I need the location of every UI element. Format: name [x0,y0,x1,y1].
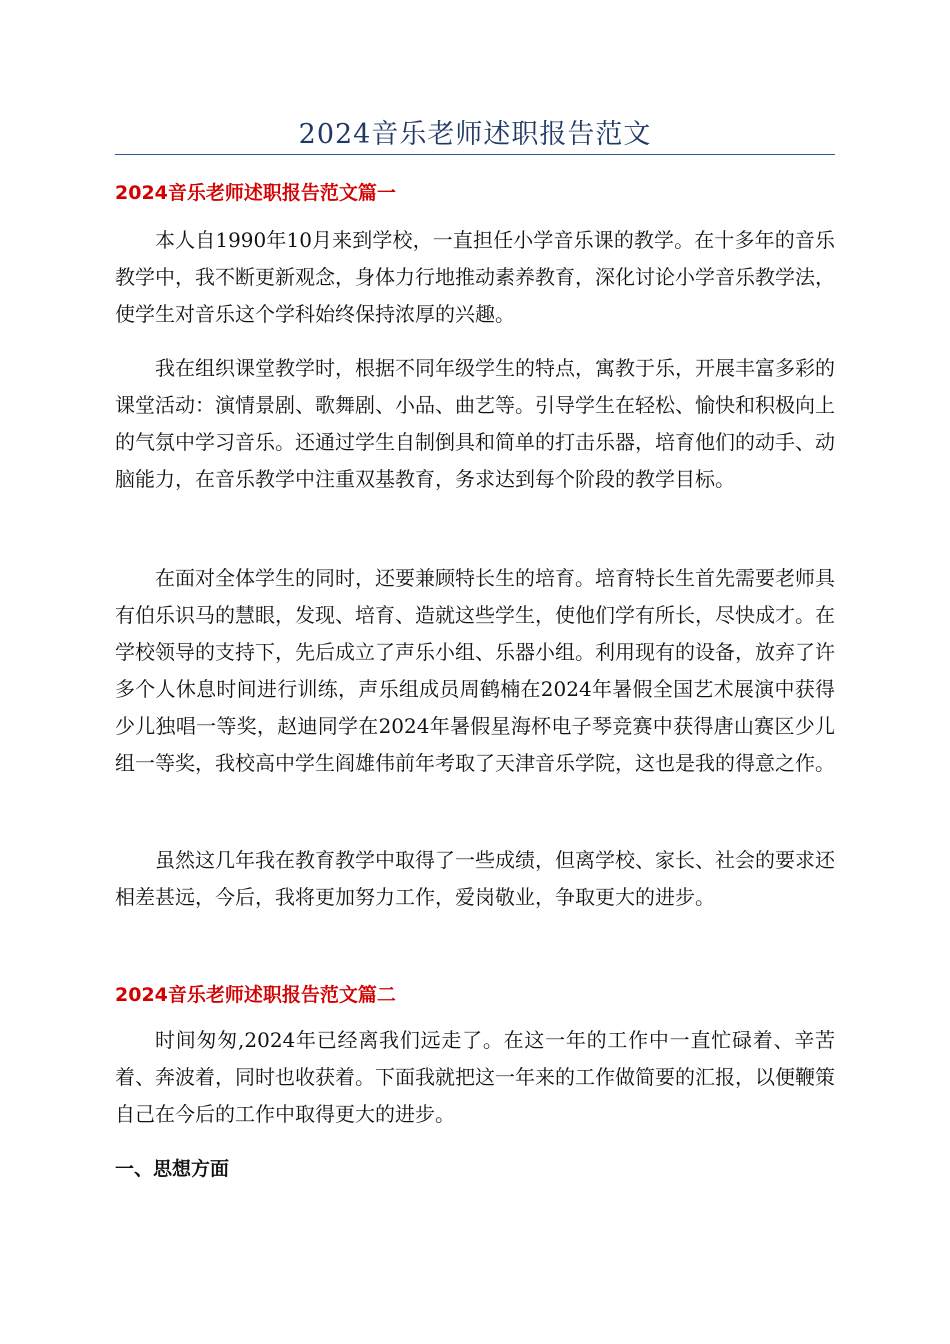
section-heading: 2024音乐老师述职报告范文篇二 [115,984,396,1006]
document-title: 2024音乐老师述职报告范文 [298,119,652,150]
paragraph: 我在组织课堂教学时，根据不同年级学生的特点，寓教于乐，开展丰富多彩的课堂活动：演情景剧、歌舞剧、小品、曲艺等。引导学生在轻松、愉快和积极向上的气氛中学习音乐。还通过学生自制倒具和简单的打击乐器，培育他们的动手、动脑能力，在音乐教学中注重双基教育，务求达到每个阶段的教学目标。 [115,356,835,491]
paragraph: 本人自1990年10月来到学校，一直担任小学音乐课的教学。在十多年的音乐教学中，我不断更新观念，身体力行地推动素养教育，深化讨论小学音乐教学法，使学生对音乐这个学科始终保持浓厚的兴趣。 [115,228,835,326]
section-heading: 2024音乐老师述职报告范文篇一 [115,182,396,204]
title-underline [115,154,835,155]
paragraph: 在面对全体学生的同时，还要兼顾特长生的培育。培育特长生首先需要老师具有伯乐识马的慧眼，发现、培育、造就这些学生，使他们学有所长，尽快成才。在学校领导的支持下，先后成立了声乐小组、乐器小组。利用现有的设备，放弃了许多个人休息时间进行训练，声乐组成员周鹤楠在2024年暑假全国艺术展演中获得少儿独唱一等奖，赵迪同学在2024年暑假星海杯电子琴竞赛中获得唐山赛区少儿组一等奖，我校高中学生阎雄伟前年考取了天津音乐学院，这也是我的得意之作。 [115,566,835,775]
paragraph: 时间匆匆,2024年已经离我们远走了。在这一年的工作中一直忙碌着、辛苦着、奔波着，同时也收获着。下面我就把这一年来的工作做简要的汇报，以便鞭策自己在今后的工作中取得更大的进步。 [115,1028,835,1126]
paragraph: 虽然这几年我在教育教学中取得了一些成绩，但离学校、家长、社会的要求还相差甚远，今后，我将更加努力工作，爱岗敬业，争取更大的进步。 [115,848,835,909]
subsection-heading: 一、思想方面 [115,1158,230,1180]
